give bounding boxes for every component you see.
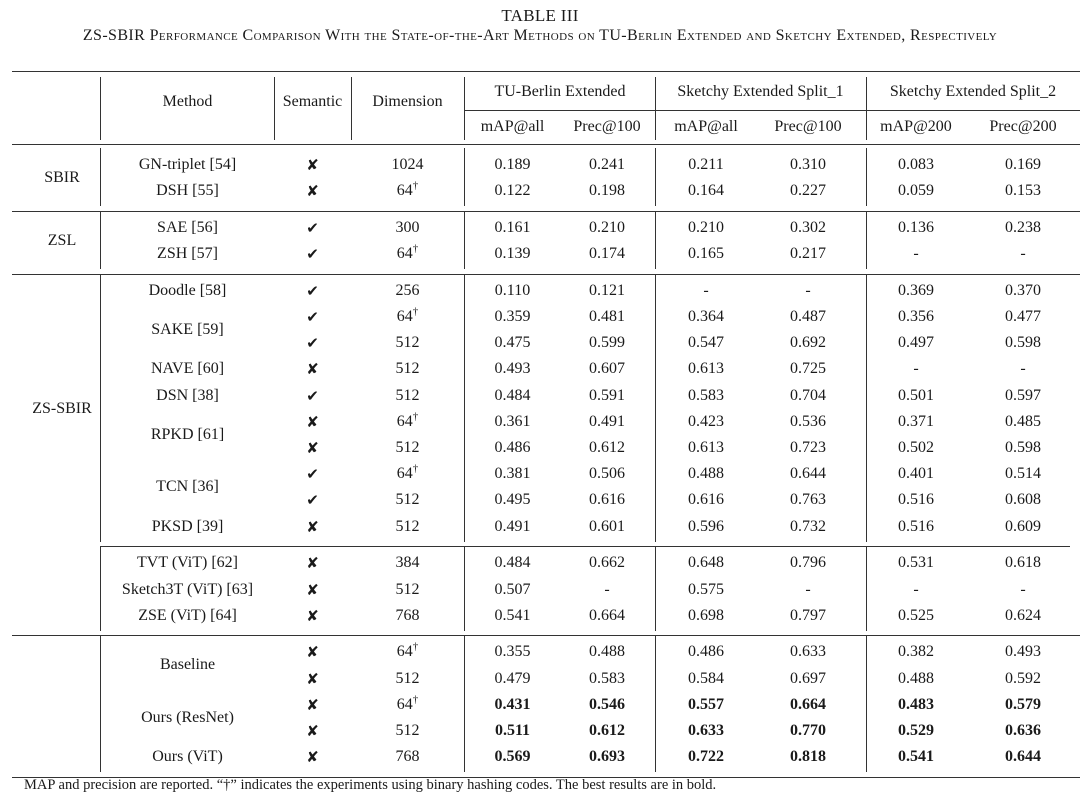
cross-icon: ✘ <box>306 554 319 573</box>
header-group: TU-Berlin Extended <box>494 83 626 100</box>
section-label: ZSL <box>47 231 77 249</box>
header-metric: Prec@200 <box>989 118 1057 135</box>
method-name: Doodle [58] <box>148 281 227 299</box>
value-cell: 0.541 <box>898 748 934 766</box>
value-cell: 0.491 <box>494 517 531 535</box>
table-number: TABLE III <box>501 6 579 25</box>
section-divider-dim-right <box>464 546 465 631</box>
dimension-cell: 384 <box>395 554 420 572</box>
value-cell: 0.525 <box>898 606 934 624</box>
value-cell: 0.598 <box>1005 334 1041 352</box>
value-cell: 0.547 <box>688 334 724 352</box>
section-divider-sketchy1 <box>866 148 867 206</box>
dagger-mark: † <box>412 179 419 192</box>
value-cell: 0.164 <box>688 182 724 200</box>
dimension-cell: 256 <box>395 281 420 299</box>
value-cell: 0.241 <box>589 156 625 173</box>
value-cell: 0.497 <box>898 334 934 352</box>
value-cell: 0.169 <box>1005 156 1041 173</box>
value-cell: 0.662 <box>589 554 625 572</box>
section-divider-sketchy1 <box>866 635 867 772</box>
check-icon: ✔ <box>306 386 319 405</box>
value-cell: 0.575 <box>688 580 724 598</box>
cross-icon: ✘ <box>306 439 319 457</box>
value-cell: 0.227 <box>790 182 826 200</box>
value-cell: 0.616 <box>589 491 625 509</box>
value-cell: 0.546 <box>589 695 625 713</box>
value-cell: 0.210 <box>688 218 724 236</box>
cross-icon: ✘ <box>306 748 319 767</box>
value-cell: 0.310 <box>790 156 826 173</box>
value-cell: 0.121 <box>589 281 625 299</box>
method-name: SAKE [59] <box>151 321 224 338</box>
value-cell: 0.217 <box>790 245 826 263</box>
value-cell: 0.592 <box>1005 669 1041 687</box>
value-cell: 0.356 <box>898 308 934 325</box>
value-cell: 0.139 <box>494 245 531 263</box>
value-cell: 0.511 <box>494 722 531 739</box>
section-label: ZS-SBIR <box>32 399 92 417</box>
dagger-mark: † <box>412 462 419 475</box>
value-cell: 0.198 <box>589 182 625 200</box>
cross-icon: ✘ <box>306 182 319 201</box>
cross-icon: ✘ <box>306 695 319 714</box>
value-cell: 0.618 <box>1005 554 1041 572</box>
cross-icon: ✘ <box>306 722 319 740</box>
method-name: PKSD [39] <box>151 517 224 535</box>
dimension-cell: 768 <box>395 748 420 766</box>
method-name: Baseline <box>159 656 216 674</box>
check-icon: ✔ <box>306 245 319 264</box>
value-cell: 0.506 <box>589 465 625 483</box>
value-cell: 0.770 <box>790 722 826 739</box>
value-cell: 0.698 <box>688 606 724 624</box>
section-divider-sketchy1 <box>866 274 867 542</box>
section-divider-dim-right <box>464 635 465 772</box>
header-group: Sketchy Extended Split_1 <box>677 83 844 100</box>
dimension-cell: 64† <box>396 305 419 325</box>
dimension-cell: 512 <box>395 669 420 687</box>
cross-icon: ✘ <box>306 606 319 625</box>
method-name: ZSH [57] <box>157 245 218 263</box>
value-cell: 0.302 <box>790 218 826 236</box>
header-metric: Prec@100 <box>573 118 641 135</box>
header-metric: mAP@all <box>674 118 738 135</box>
header-metric: mAP@all <box>480 118 545 135</box>
value-cell: 0.431 <box>494 695 531 713</box>
value-cell: 0.704 <box>790 386 826 404</box>
value-cell: 0.423 <box>688 412 724 430</box>
cross-icon: ✘ <box>306 669 319 688</box>
value-cell: 0.491 <box>589 412 625 430</box>
value-cell: 0.359 <box>494 308 531 325</box>
check-icon: ✔ <box>306 308 319 326</box>
dimension-cell: 512 <box>395 386 420 404</box>
section-label: SBIR <box>44 169 80 186</box>
method-name: DSN [38] <box>156 386 219 404</box>
section-divider-tuberlin <box>655 148 656 206</box>
dimension-cell: 64† <box>396 242 419 263</box>
dimension-cell: 512 <box>395 517 420 535</box>
value-cell: 0.211 <box>688 156 724 173</box>
value-cell: 0.732 <box>790 517 826 535</box>
section-divider-method <box>100 211 101 269</box>
value-cell: 0.529 <box>898 722 934 739</box>
value-cell: 0.579 <box>1005 695 1041 713</box>
value-cell: 0.488 <box>688 465 724 483</box>
value-cell: 0.612 <box>589 722 625 739</box>
value-cell: - <box>1020 360 1026 378</box>
dimension-cell: 768 <box>395 606 420 624</box>
value-cell: - <box>913 245 919 263</box>
value-cell: 0.485 <box>1005 412 1041 430</box>
value-cell: 0.514 <box>1005 465 1041 483</box>
value-cell: - <box>805 281 811 299</box>
dagger-mark: † <box>412 410 419 423</box>
dimension-cell: 64† <box>396 462 419 483</box>
value-cell: 0.507 <box>494 580 531 598</box>
value-cell: - <box>703 281 709 299</box>
value-cell: 0.796 <box>790 554 826 572</box>
value-cell: 0.210 <box>589 218 625 236</box>
value-cell: 0.484 <box>494 554 531 572</box>
section-rule <box>12 211 1080 212</box>
value-cell: 0.486 <box>688 643 724 661</box>
header-semantic: Semantic <box>282 93 343 110</box>
value-cell: 0.763 <box>790 491 826 509</box>
value-cell: 0.110 <box>494 281 531 299</box>
cross-icon: ✘ <box>306 156 319 174</box>
value-cell: - <box>1020 245 1026 263</box>
dimension-cell: 300 <box>395 218 420 236</box>
value-cell: 0.483 <box>898 695 934 713</box>
value-cell: 0.484 <box>494 386 531 404</box>
value-cell: 0.644 <box>790 465 826 483</box>
header-method: Method <box>162 93 213 110</box>
value-cell: 0.189 <box>494 156 531 173</box>
cross-icon: ✘ <box>306 360 319 379</box>
section-divider-method <box>100 635 101 772</box>
value-cell: 0.136 <box>898 218 934 236</box>
value-cell: - <box>604 580 610 598</box>
value-cell: 0.648 <box>688 554 724 572</box>
value-cell: 0.401 <box>898 465 934 483</box>
value-cell: 0.487 <box>790 308 826 325</box>
value-cell: 0.161 <box>494 218 531 236</box>
value-cell: 0.598 <box>1005 439 1041 456</box>
value-cell: 0.818 <box>790 748 826 766</box>
value-cell: 0.361 <box>494 412 531 430</box>
dimension-cell: 512 <box>395 491 420 509</box>
value-cell: 0.382 <box>898 643 934 661</box>
value-cell: - <box>805 580 811 598</box>
value-cell: 0.584 <box>688 669 724 687</box>
method-name: TVT (ViT) [62] <box>137 554 238 572</box>
value-cell: 0.477 <box>1005 308 1041 325</box>
dimension-cell: 64† <box>396 179 419 200</box>
value-cell: 0.607 <box>589 360 625 378</box>
value-cell: 0.664 <box>790 695 826 713</box>
value-cell: - <box>1020 580 1026 598</box>
value-cell: 0.612 <box>589 439 625 456</box>
dagger-mark: † <box>412 693 419 706</box>
value-cell: 0.599 <box>589 334 625 352</box>
check-icon: ✔ <box>306 491 319 510</box>
value-cell: 0.370 <box>1005 281 1041 299</box>
section-rule <box>12 635 1080 636</box>
method-name: ZSE (ViT) [64] <box>138 606 237 624</box>
section-divider-dim-right <box>464 211 465 269</box>
value-cell: 0.557 <box>688 695 724 713</box>
dagger-mark: † <box>412 641 419 654</box>
value-cell: - <box>913 580 919 598</box>
value-cell: 0.624 <box>1005 606 1041 624</box>
value-cell: 0.633 <box>790 643 826 661</box>
check-icon: ✔ <box>306 281 319 300</box>
value-cell: 0.664 <box>589 606 625 624</box>
value-cell: 0.583 <box>688 386 724 404</box>
table-caption: ZS-SBIR Performance Comparison With the State-of-the-Art Methods on TU-Berlin Extended and Sketchy Extended, Respectively <box>82 27 998 44</box>
method-name: GN-triplet [54] <box>138 156 237 173</box>
value-cell: 0.493 <box>1005 643 1041 661</box>
method-name: NAVE [60] <box>150 360 225 378</box>
value-cell: 0.059 <box>898 182 934 200</box>
value-cell: 0.722 <box>688 748 724 766</box>
table-footnote: MAP and precision are reported. “†” indicates the experiments using binary hashing codes. The best results are in bold. <box>24 777 717 793</box>
value-cell: 0.481 <box>589 308 625 325</box>
value-cell: 0.644 <box>1005 748 1041 766</box>
section-divider-tuberlin <box>655 274 656 542</box>
header-dimension: Dimension <box>372 93 443 110</box>
value-cell: 0.083 <box>898 156 934 173</box>
method-name: SAE [56] <box>157 218 218 236</box>
value-cell: 0.531 <box>898 554 934 572</box>
value-cell: 0.536 <box>790 412 826 430</box>
section-divider-method <box>100 148 101 206</box>
value-cell: 0.371 <box>898 412 934 430</box>
value-cell: 0.475 <box>494 334 531 352</box>
header-bottom-rule <box>12 144 1080 145</box>
value-cell: 0.692 <box>790 334 826 352</box>
section-divider-tuberlin <box>655 211 656 269</box>
value-cell: 0.596 <box>688 517 724 535</box>
cross-icon: ✘ <box>306 580 319 599</box>
section-divider-sketchy1 <box>866 546 867 631</box>
value-cell: 0.516 <box>898 517 934 535</box>
value-cell: 0.165 <box>688 245 724 263</box>
value-cell: 0.122 <box>494 182 531 200</box>
value-cell: 0.725 <box>790 360 826 378</box>
value-cell: 0.597 <box>1005 386 1041 404</box>
dimension-cell: 512 <box>395 439 420 456</box>
section-divider-tuberlin <box>655 546 656 631</box>
dimension-cell: 512 <box>395 334 420 352</box>
header-metric: mAP@200 <box>880 118 952 135</box>
table-top-rule <box>12 71 1080 72</box>
method-name: TCN [36] <box>156 478 219 496</box>
method-name: Ours (ResNet) <box>141 708 234 726</box>
value-cell: 0.591 <box>589 386 625 404</box>
value-cell: 0.495 <box>494 491 531 509</box>
check-icon: ✔ <box>306 465 319 484</box>
value-cell: 0.381 <box>494 465 531 483</box>
value-cell: 0.488 <box>589 643 625 661</box>
section-divider-dim-right <box>464 274 465 542</box>
value-cell: 0.636 <box>1005 722 1041 739</box>
section-rule-partial <box>100 546 1070 547</box>
header-group: Sketchy Extended Split_2 <box>889 83 1057 100</box>
method-name: Sketch3T (ViT) [63] <box>121 580 254 598</box>
dimension-cell: 64† <box>396 410 419 430</box>
value-cell: 0.486 <box>494 439 531 456</box>
value-cell: 0.516 <box>898 491 934 509</box>
method-name: RPKD [61] <box>150 425 225 443</box>
dimension-cell: 64† <box>396 693 419 713</box>
value-cell: 0.613 <box>688 439 724 456</box>
dimension-cell: 64† <box>396 641 419 661</box>
cross-icon: ✘ <box>306 517 319 536</box>
value-cell: 0.493 <box>494 360 531 378</box>
section-divider-sketchy1 <box>866 211 867 269</box>
value-cell: 0.797 <box>790 606 826 624</box>
method-name: DSH [55] <box>156 182 219 200</box>
value-cell: 0.601 <box>589 517 625 535</box>
value-cell: 0.369 <box>898 281 934 299</box>
cross-icon: ✘ <box>306 643 319 662</box>
section-divider-tuberlin <box>655 635 656 772</box>
section-divider-method <box>100 274 101 542</box>
value-cell: 0.479 <box>494 669 531 687</box>
value-cell: 0.502 <box>898 439 934 456</box>
value-cell: 0.238 <box>1005 218 1041 236</box>
value-cell: 0.364 <box>688 308 724 325</box>
value-cell: 0.541 <box>494 606 531 624</box>
value-cell: - <box>913 360 919 378</box>
section-divider-dim-right <box>464 148 465 206</box>
dagger-mark: † <box>412 242 419 255</box>
value-cell: 0.609 <box>1005 517 1041 535</box>
value-cell: 0.723 <box>790 439 826 456</box>
value-cell: 0.174 <box>589 245 625 263</box>
section-divider-method <box>100 546 101 631</box>
value-cell: 0.613 <box>688 360 724 378</box>
header-metric: Prec@100 <box>774 118 842 135</box>
value-cell: 0.583 <box>589 669 625 687</box>
header-group-rule <box>465 110 1080 111</box>
value-cell: 0.633 <box>688 722 724 739</box>
value-cell: 0.488 <box>898 669 934 687</box>
dimension-cell: 512 <box>395 360 420 378</box>
section-rule <box>12 274 1080 275</box>
value-cell: 0.153 <box>1005 182 1041 200</box>
value-cell: 0.616 <box>688 491 724 509</box>
dimension-cell: 1024 <box>391 156 424 173</box>
value-cell: 0.501 <box>898 386 934 404</box>
value-cell: 0.693 <box>589 748 625 766</box>
cross-icon: ✘ <box>306 412 319 431</box>
check-icon: ✔ <box>306 334 319 353</box>
value-cell: 0.355 <box>494 643 531 661</box>
value-cell: 0.569 <box>494 748 531 766</box>
dimension-cell: 512 <box>395 722 420 739</box>
dagger-mark: † <box>412 305 419 318</box>
value-cell: 0.697 <box>790 669 826 687</box>
value-cell: 0.608 <box>1005 491 1041 509</box>
method-name: Ours (ViT) <box>152 748 223 766</box>
check-icon: ✔ <box>306 218 319 237</box>
dimension-cell: 512 <box>395 580 420 598</box>
